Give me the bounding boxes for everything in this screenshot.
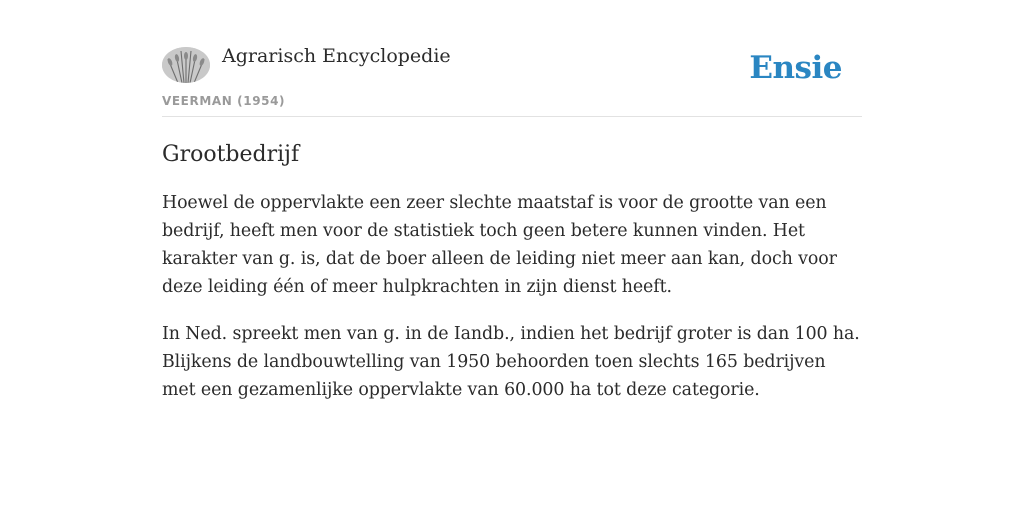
page-container: [162, 0, 862, 404]
article-paragraph: In Ned. spreekt men van g. in de Iandb., indien het bedrijf groter is dan 100 ha. Blijkens de landbouwtelling van 1950 behoorden toen slechts 165 bedrijven met een gezamenlijke oppervlakte van 60.000 ha tot deze categorie.: [162, 324, 860, 400]
article-paragraph: Hoewel de oppervlakte een zeer slechte maatstaf is voor de grootte van een bedrijf, heeft men voor de statistiek toch geen betere kunnen vinden. Het karakter van g. is, dat de boer alleen de leiding niet meer aan kan, doch voor deze leiding één of meer hulpkrachten in zijn dienst heeft.: [162, 193, 837, 297]
wheat-logo-icon[interactable]: [162, 47, 210, 83]
source-label: VEERMAN (1954): [162, 94, 286, 108]
article-title: Grootbedrijf: [162, 142, 300, 167]
site-name[interactable]: Agrarisch Encyclopedie: [222, 45, 451, 67]
header: [162, 0, 862, 117]
brand-logo[interactable]: Ensie: [749, 50, 842, 86]
